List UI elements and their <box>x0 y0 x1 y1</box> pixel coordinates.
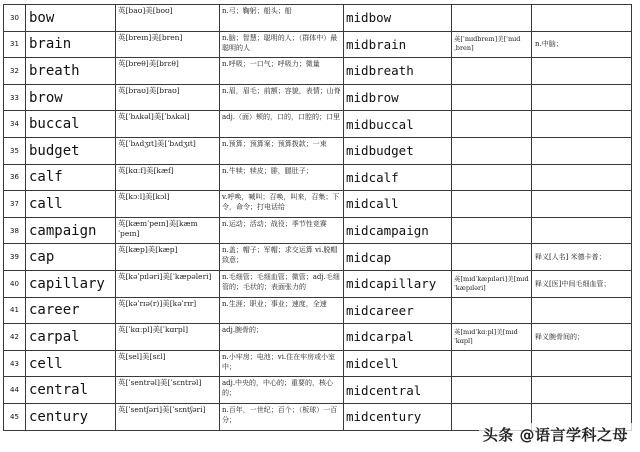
row-number-cell <box>4 137 26 164</box>
base-phonetic-cell <box>116 403 220 430</box>
base-definition: adj.腕骨的； <box>222 326 264 335</box>
row-number: 32 <box>10 66 19 75</box>
mid-word: midbow <box>346 10 392 26</box>
mid-definition-cell <box>532 84 632 111</box>
mid-word-cell <box>344 324 452 351</box>
row-number: 34 <box>10 120 19 129</box>
base-definition: n.眉，眉毛；前额；容貌，表情；山脊 <box>222 86 341 95</box>
base-phonetic-cell <box>116 270 220 297</box>
table-row <box>4 84 632 111</box>
row-number: 41 <box>10 306 19 315</box>
base-definition-cell <box>220 297 344 324</box>
base-phonetic-cell <box>116 324 220 351</box>
row-number: 39 <box>10 253 19 262</box>
mid-phonetic-cell <box>452 350 532 377</box>
mid-phonetic-cell <box>452 324 532 351</box>
row-number-cell <box>4 217 26 244</box>
base-phonetic-cell <box>116 58 220 85</box>
row-number: 38 <box>10 226 19 235</box>
mid-word: midbrow <box>346 90 399 106</box>
base-phonetic: 英[kɔːl]美[kɔl] <box>118 192 170 202</box>
mid-word-cell <box>344 164 452 191</box>
mid-phonetic: 英[mɪdˈkæpɪləri]美[mɪdˈkæpɪləri] <box>454 274 529 292</box>
base-phonetic: 英[kæmˈpeɪn]美[kæmˈpeɪn] <box>118 218 198 238</box>
base-word-cell <box>26 31 116 58</box>
row-number-cell <box>4 244 26 271</box>
mid-phonetic-cell <box>452 244 532 271</box>
mid-word: midcalf <box>346 169 399 185</box>
mid-definition: n.中脑； <box>535 40 563 49</box>
mid-definition-cell <box>532 58 632 85</box>
base-word: career <box>29 302 80 319</box>
row-number: 35 <box>10 146 19 155</box>
base-word-cell <box>26 164 116 191</box>
base-word: cell <box>29 355 63 372</box>
mid-definition-cell <box>532 164 632 191</box>
base-phonetic: 英[ˈsentrəl]美[ˈsɛntrəl] <box>118 378 202 388</box>
table-row <box>4 111 632 138</box>
mid-word-cell <box>344 58 452 85</box>
mid-phonetic-cell <box>452 5 532 32</box>
mid-word-cell <box>344 191 452 218</box>
mid-word-cell <box>344 137 452 164</box>
row-number: 31 <box>10 40 19 49</box>
base-definition-cell <box>220 350 344 377</box>
base-phonetic: 英[baʊ]美[boʊ] <box>118 6 173 15</box>
mid-word-cell <box>344 350 452 377</box>
base-phonetic-cell <box>116 111 220 138</box>
row-number: 45 <box>10 412 19 421</box>
base-phonetic-cell <box>116 350 220 377</box>
row-number-cell <box>4 191 26 218</box>
base-definition: n.运动；活动；战役；季节性竞赛 <box>222 219 327 228</box>
base-definition: n.盖；帽子；军帽；求交运算 vi.脱帽致意； <box>222 246 338 265</box>
base-word: campaign <box>29 222 97 239</box>
mid-phonetic-cell <box>452 137 532 164</box>
base-word-cell <box>26 217 116 244</box>
mid-definition-cell <box>532 5 632 32</box>
table-row <box>4 350 632 377</box>
base-definition: n.脑；智慧；聪明的人；（群体中）最聪明的人 <box>222 33 338 52</box>
mid-word: midcentury <box>346 409 422 425</box>
base-phonetic: 英[breθ]美[brɛθ] <box>118 59 179 69</box>
base-word-cell <box>26 377 116 404</box>
row-number: 36 <box>10 173 19 182</box>
base-definition: adj.（面）颊的，口的，口腔的；口里 <box>222 113 341 122</box>
table-row <box>4 31 632 58</box>
mid-definition-cell <box>532 111 632 138</box>
mid-phonetic-cell <box>452 191 532 218</box>
base-phonetic-cell <box>116 137 220 164</box>
mid-definition-cell <box>532 191 632 218</box>
row-number-cell <box>4 270 26 297</box>
mid-word-cell <box>344 111 452 138</box>
base-phonetic: 英[kəˈpɪləri]美[ˈkæpəleri] <box>118 271 212 281</box>
base-definition-cell <box>220 5 344 32</box>
base-definition-cell <box>220 164 344 191</box>
row-number-cell <box>4 297 26 324</box>
mid-word: midbuccal <box>346 116 414 132</box>
base-phonetic-cell <box>116 244 220 271</box>
mid-word: midcell <box>346 356 399 372</box>
base-word-cell <box>26 324 116 351</box>
row-number: 40 <box>10 279 19 288</box>
base-definition: n.弓；鞠躬；船头；船 <box>222 7 292 15</box>
mid-word: midcareer <box>346 302 414 318</box>
row-number: 37 <box>10 199 19 208</box>
mid-word: midbrain <box>346 36 407 52</box>
base-word-cell <box>26 58 116 85</box>
base-phonetic-cell <box>116 297 220 324</box>
mid-definition: 释义腕骨间的； <box>535 332 584 341</box>
base-word: call <box>29 195 63 212</box>
base-word-cell <box>26 350 116 377</box>
base-word-cell <box>26 111 116 138</box>
mid-word-cell <box>344 377 452 404</box>
base-phonetic-cell <box>116 31 220 58</box>
mid-word-cell <box>344 270 452 297</box>
mid-word: midcampaign <box>346 223 429 239</box>
mid-definition-cell <box>532 324 632 351</box>
base-word: cap <box>29 249 55 266</box>
base-phonetic-cell <box>116 5 220 32</box>
base-phonetic: 英[kæp]美[kæp] <box>118 245 178 255</box>
row-number-cell <box>4 58 26 85</box>
base-word-cell <box>26 191 116 218</box>
table-row <box>4 324 632 351</box>
mid-word: midcapillary <box>346 276 437 292</box>
base-phonetic-cell <box>116 164 220 191</box>
row-number: 43 <box>10 359 19 368</box>
row-number: 33 <box>10 93 19 102</box>
row-number-cell <box>4 350 26 377</box>
row-number: 30 <box>10 13 19 22</box>
mid-word-cell <box>344 84 452 111</box>
base-word-cell <box>26 244 116 271</box>
table-row <box>4 5 632 32</box>
base-phonetic: 英[breɪn]美[bren] <box>118 32 183 42</box>
base-word: central <box>29 382 89 399</box>
base-phonetic: 英[ˈbʌkəl]美[ˈbʌkəl] <box>118 112 190 122</box>
mid-phonetic-cell <box>452 270 532 297</box>
base-phonetic-cell <box>116 191 220 218</box>
base-phonetic: 英[ˈbʌdʒɪt]美[ˈbʌdʒɪt] <box>118 138 196 148</box>
table-row <box>4 164 632 191</box>
row-number-cell <box>4 111 26 138</box>
base-word-cell <box>26 5 116 32</box>
mid-definition: 释义[人名] 米德卡普； <box>535 253 606 262</box>
mid-phonetic-cell <box>452 84 532 111</box>
base-definition-cell <box>220 137 344 164</box>
base-definition-cell <box>220 244 344 271</box>
mid-word: midcarpal <box>346 329 414 345</box>
base-word-cell <box>26 137 116 164</box>
base-definition-cell <box>220 270 344 297</box>
mid-phonetic-cell <box>452 217 532 244</box>
row-number: 44 <box>10 386 19 395</box>
base-phonetic-cell <box>116 217 220 244</box>
row-number-cell <box>4 5 26 32</box>
base-phonetic: 英[ˈsentʃəri]美[ˈsɛntʃəri] <box>118 404 206 414</box>
row-number-cell <box>4 84 26 111</box>
base-phonetic: 英[kɑːf]美[kæf] <box>118 165 174 175</box>
mid-definition-cell <box>532 270 632 297</box>
base-definition: n.呼吸；一口气；呼吸力；微量 <box>222 60 320 69</box>
table-row <box>4 191 632 218</box>
base-word: brain <box>29 36 72 53</box>
table-row <box>4 217 632 244</box>
base-word: budget <box>29 142 80 159</box>
base-word: breath <box>29 62 80 79</box>
mid-definition-cell <box>532 137 632 164</box>
mid-definition-cell <box>532 217 632 244</box>
base-definition: n.牛犊；犊皮；腓，腿肚子； <box>222 166 313 175</box>
vocabulary-table-body <box>4 5 632 431</box>
base-definition-cell <box>220 217 344 244</box>
mid-phonetic-cell <box>452 111 532 138</box>
table-row <box>4 244 632 271</box>
base-phonetic-cell <box>116 84 220 111</box>
mid-word: midbreath <box>346 63 414 79</box>
table-row <box>4 270 632 297</box>
base-word: brow <box>29 89 63 106</box>
row-number: 42 <box>10 332 19 341</box>
mid-phonetic: 英[mɪdˈkɑːpl]美[mɪdˈkɑpl] <box>454 327 518 345</box>
mid-definition-cell <box>532 244 632 271</box>
mid-word-cell <box>344 5 452 32</box>
base-definition-cell <box>220 377 344 404</box>
mid-definition-cell <box>532 377 632 404</box>
row-number-cell <box>4 377 26 404</box>
base-definition: n.小牢房；电池；vi.住在牢房或小室中； <box>222 352 336 371</box>
base-word: bow <box>29 9 55 26</box>
vocabulary-table <box>3 4 632 431</box>
base-definition-cell <box>220 84 344 111</box>
mid-word-cell <box>344 403 452 430</box>
mid-definition-cell <box>532 31 632 58</box>
mid-word: midbudget <box>346 143 414 159</box>
mid-word-cell <box>344 244 452 271</box>
table-row <box>4 297 632 324</box>
mid-word-cell <box>344 31 452 58</box>
base-definition: v.呼唤，喊叫；召唤，叫来，召集；下令，命令；打电话给 <box>222 193 340 212</box>
mid-definition-cell <box>532 297 632 324</box>
mid-phonetic-cell <box>452 297 532 324</box>
table-row <box>4 58 632 85</box>
base-definition-cell <box>220 58 344 85</box>
base-definition: n.百年，一世纪；百个；（板球）一百分； <box>222 405 338 424</box>
row-number-cell <box>4 324 26 351</box>
base-word-cell <box>26 84 116 111</box>
mid-word-cell <box>344 217 452 244</box>
mid-word: midcentral <box>346 382 422 398</box>
base-definition-cell <box>220 403 344 430</box>
mid-word: midcall <box>346 196 399 212</box>
row-number-cell <box>4 403 26 430</box>
base-word-cell <box>26 270 116 297</box>
base-phonetic: 英[ˈkɑːpl]美[ˈkɑrpl] <box>118 325 189 335</box>
base-phonetic: 英[kəˈrɪə(r)]美[kəˈrɪr] <box>118 298 197 308</box>
base-word: calf <box>29 169 63 186</box>
base-definition: n.预算；预算案；预算拨款；一束 <box>222 139 327 148</box>
base-definition-cell <box>220 191 344 218</box>
base-word: century <box>29 408 89 425</box>
mid-phonetic-cell <box>452 58 532 85</box>
base-definition: adj.中央的，中心的；重要的，核心的； <box>222 379 334 398</box>
mid-phonetic-cell <box>452 164 532 191</box>
watermark: 头条 @语言学科之母 <box>479 423 632 446</box>
base-word: buccal <box>29 116 80 133</box>
mid-definition-cell <box>532 350 632 377</box>
base-phonetic: 英[braʊ]美[braʊ] <box>118 85 180 95</box>
base-phonetic: 英[sel]美[sɛl] <box>118 351 166 361</box>
table-row <box>4 137 632 164</box>
mid-word: midcap <box>346 249 392 265</box>
base-definition: n.生涯；职业；事业；速度，全速 <box>222 299 327 308</box>
table-row <box>4 377 632 404</box>
base-word-cell <box>26 297 116 324</box>
row-number-cell <box>4 164 26 191</box>
base-definition-cell <box>220 111 344 138</box>
base-definition-cell <box>220 324 344 351</box>
base-phonetic-cell <box>116 377 220 404</box>
mid-phonetic-cell <box>452 377 532 404</box>
mid-phonetic: 英[ˈmɪdbreɪn]美[ˈmɪdˌbren] <box>454 35 521 53</box>
mid-word-cell <box>344 297 452 324</box>
mid-phonetic-cell <box>452 31 532 58</box>
base-word: capillary <box>29 275 105 292</box>
base-word-cell <box>26 403 116 430</box>
base-definition-cell <box>220 31 344 58</box>
row-number-cell <box>4 31 26 58</box>
base-word: carpal <box>29 328 80 345</box>
mid-definition: 释义[医]中间毛细血管； <box>535 279 611 288</box>
base-definition: n.毛细管；毛细血管；微管；adj.毛细管的；毛状的；表面张力的 <box>222 272 340 291</box>
